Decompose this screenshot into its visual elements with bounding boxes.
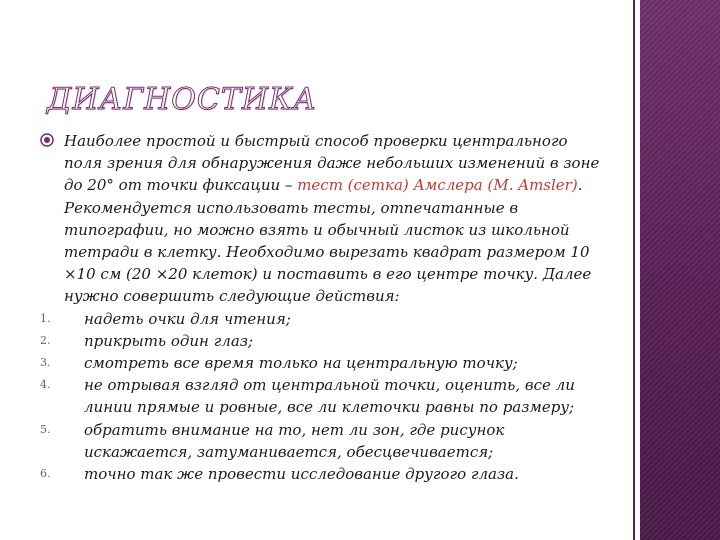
list-item-number: 3.	[40, 356, 51, 370]
list-item-text: надеть очки для чтения;	[84, 309, 291, 328]
list-item	[40, 330, 610, 352]
list-item-number: 5.	[40, 422, 51, 436]
circled-bullet-icon	[40, 133, 54, 147]
list-item-number: 6.	[40, 467, 51, 481]
intro-text-after: . Рекомендуется использовать тесты, отпечатанные в типографии, но можно взять и обычный листок из школьной тетради в клетку. Необходимо вырезать квадрат размером 10 ×10 см (20 ×20 клеток) и поставить в его центре точку. Далее нужно совершить следующие действия:	[64, 176, 592, 306]
list-item-text: прикрыть один глаз;	[84, 331, 254, 350]
list-item	[40, 419, 610, 463]
list-item	[40, 352, 610, 374]
intro-paragraph	[40, 130, 610, 308]
list-item-number: 2.	[40, 333, 51, 347]
list-item	[40, 308, 610, 330]
list-item-text: точно так же провести исследование другого глаза.	[84, 465, 519, 484]
slide-content	[40, 130, 610, 485]
list-item	[40, 374, 610, 418]
list-item-number: 4.	[40, 378, 51, 392]
slide-title: ДИАГНОСТИКА	[47, 82, 317, 117]
intro-text-before: Наиболее простой и быстрый способ проверки центрального поля зрения для обнаружения даже небольших изменений в зоне до 20° от точки фиксации –	[64, 132, 600, 195]
decorative-side-band	[640, 0, 720, 540]
list-item	[40, 463, 610, 485]
steps-list	[40, 308, 610, 486]
amsler-test-highlight: тест (сетка) Амслера (M. Amsler)	[297, 176, 578, 195]
list-item-text: смотреть все время только на центральную точку;	[84, 354, 518, 373]
list-item-text: обратить внимание на то, нет ли зон, где рисунок искажается, затуманивается, обесцвечивается;	[84, 420, 505, 461]
decorative-edge-line	[633, 0, 635, 540]
list-item-number: 1.	[40, 311, 51, 325]
list-item-text: не отрывая взгляд от центральной точки, оценить, все ли линии прямые и ровные, все ли клеточки равны по размеру;	[84, 376, 575, 417]
